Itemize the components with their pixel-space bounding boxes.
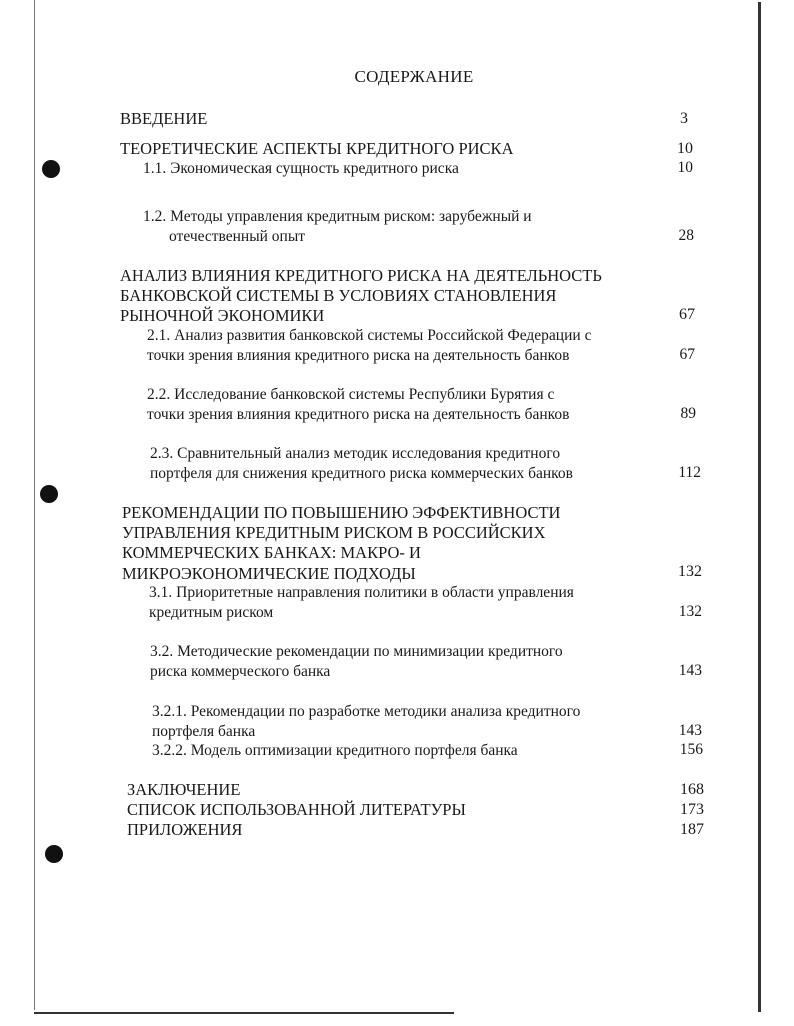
page-number: 173 (680, 801, 704, 818)
page-number: 112 (678, 464, 701, 481)
toc-entry-line: РЕКОМЕНДАЦИИ ПО ПОВЫШЕНИЮ ЭФФЕКТИВНОСТИ (122, 503, 561, 522)
page-edge-right (758, 2, 761, 1012)
toc-entry-line: 3.1. Приоритетные направления политики в области управления (149, 584, 574, 601)
page-number: 67 (679, 346, 695, 363)
toc-entry-line: точки зрения влияния кредитного риска на деятельность банков (147, 405, 570, 423)
toc-entry-line: 1.2. Методы управления кредитным риском: зарубежный и (143, 208, 532, 225)
toc-entry-chapter-2 (120, 266, 602, 327)
page-number: 168 (680, 781, 704, 798)
toc-entry-line: 2.3. Сравнительный анализ методик исследования кредитного (150, 445, 561, 462)
toc-entry-section-2-2 (147, 385, 569, 424)
toc-entry-section-2-3 (150, 444, 573, 483)
page-number: 156 (679, 741, 703, 758)
toc-entry-section-3-2 (150, 642, 563, 681)
toc-entry-line: отечественный опыт (169, 227, 306, 245)
toc-entry-section-3-2-1 (152, 702, 580, 741)
page-number: 132 (678, 563, 702, 580)
toc-entry-introduction (120, 109, 207, 129)
toc-entry-line: СПИСОК ИСПОЛЬЗОВАННОЙ ЛИТЕРАТУРЫ (127, 800, 466, 819)
toc-entry-line: ЗАКЛЮЧЕНИЕ (127, 780, 241, 799)
toc-entry-line: кредитным риском (149, 603, 274, 621)
toc-entry-line: 3.2. Методические рекомендации по минимизации кредитного (150, 643, 563, 660)
toc-entry-line: 3.2.1. Рекомендации по разработке методики анализа кредитного (152, 703, 581, 720)
toc-entry-section-1-2 (143, 207, 532, 246)
toc-entry-line: ТЕОРЕТИЧЕСКИЕ АСПЕКТЫ КРЕДИТНОГО РИСКА (120, 139, 514, 158)
toc-entry-line: 1.1. Экономическая сущность кредитного риска (143, 160, 459, 177)
punch-hole-mark (42, 160, 60, 178)
toc-entry-line: 2.2. Исследование банковской системы Республики Бурятия с (147, 386, 555, 403)
toc-entry-line: УПРАВЛЕНИЯ КРЕДИТНЫМ РИСКОМ В РОССИЙСКИХ (122, 523, 546, 543)
toc-entry-line: риска коммерческого банка (150, 662, 331, 680)
toc-entry-line: 3.2.2. Модель оптимизации кредитного портфеля банка (152, 742, 518, 759)
toc-entry-line: 2.1. Анализ развития банковской системы Российской Федерации с (147, 327, 592, 344)
page-number: 187 (680, 821, 704, 838)
toc-entry-section-3-1 (149, 583, 574, 622)
toc-entry-chapter-3 (122, 503, 560, 584)
page-number: 143 (678, 722, 702, 739)
page-title: СОДЕРЖАНИЕ (354, 67, 474, 86)
page-number: 10 (677, 159, 693, 176)
punch-hole-mark (40, 485, 58, 503)
page-number: 67 (679, 306, 695, 323)
toc-entry-section-3-2-2 (152, 741, 518, 761)
page-edge-left (34, 0, 35, 1010)
toc-entry-line: ВВЕДЕНИЕ (120, 109, 208, 128)
page-number: 10 (677, 140, 693, 157)
toc-entry-line: точки зрения влияния кредитного риска на деятельность банков (147, 346, 570, 364)
toc-entry-line: РЫНОЧНОЙ ЭКОНОМИКИ (120, 306, 325, 326)
toc-entry-line: МИКРОЭКОНОМИЧЕСКИЕ ПОДХОДЫ (122, 563, 416, 583)
page-number: 132 (678, 603, 702, 620)
toc-entry-references (127, 800, 466, 820)
toc-entry-appendix (127, 820, 242, 840)
punch-hole-mark (45, 845, 63, 863)
toc-entry-section-1-1 (143, 159, 459, 179)
toc-entry-line: АНАЛИЗ ВЛИЯНИЯ КРЕДИТНОГО РИСКА НА ДЕЯТЕЛЬНОСТЬ (120, 266, 602, 285)
page-number: 89 (680, 405, 696, 422)
toc-entry-line: ПРИЛОЖЕНИЯ (127, 820, 243, 839)
page-number: 3 (680, 110, 688, 127)
page-number: 143 (678, 662, 702, 679)
toc-entry-section-2-1 (147, 326, 591, 365)
toc-entry-conclusion (127, 780, 240, 800)
toc-entry-chapter-1 (120, 139, 513, 159)
page-number: 28 (678, 227, 694, 244)
toc-entry-line: портфеля банка (152, 722, 256, 740)
page-edge-bottom (34, 1012, 454, 1014)
toc-entry-line: КОММЕРЧЕСКИХ БАНКАХ: МАКРО- И (122, 543, 421, 563)
toc-entry-line: портфеля для снижения кредитного риска коммерческих банков (150, 464, 573, 482)
toc-entry-line: БАНКОВСКОЙ СИСТЕМЫ В УСЛОВИЯХ СТАНОВЛЕНИЯ (120, 286, 557, 306)
